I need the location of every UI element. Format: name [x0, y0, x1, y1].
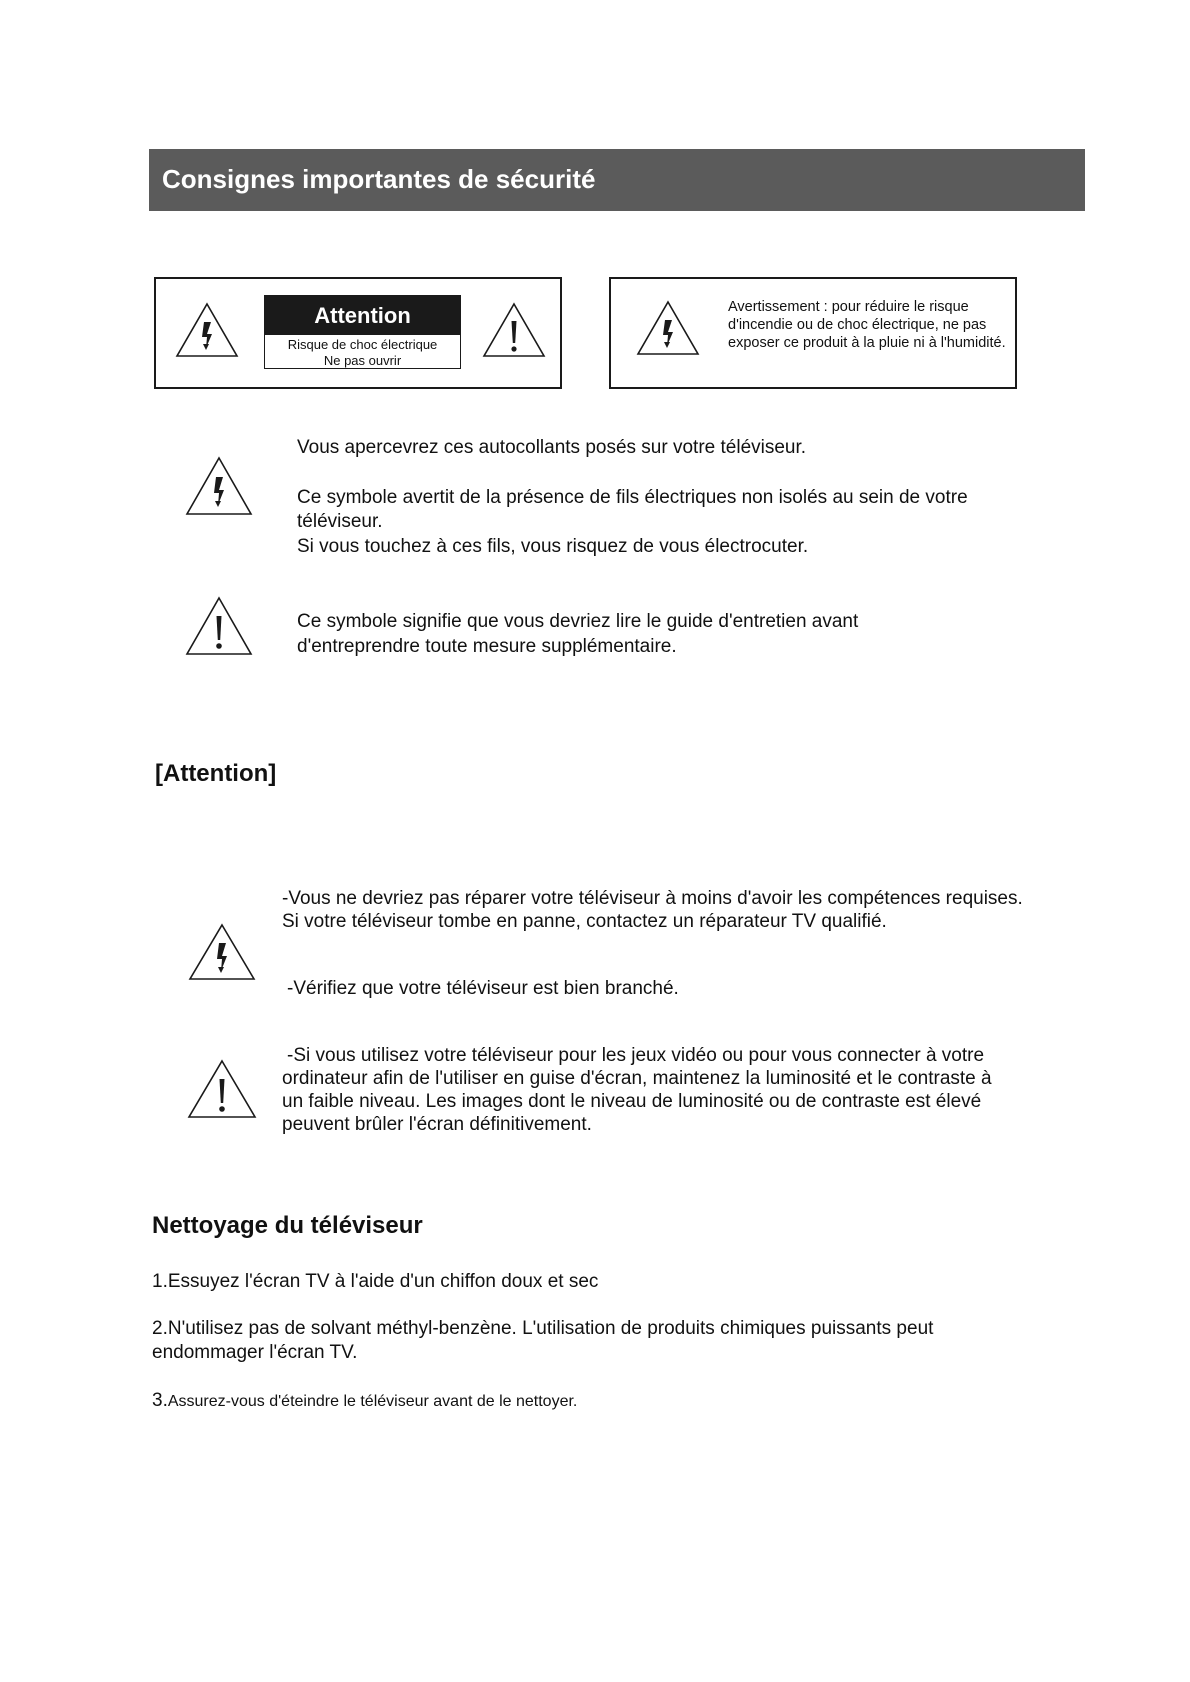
attention-label-line2: Ne pas ouvrir — [323, 353, 402, 368]
cleaning-step1: 1.Essuyez l'écran TV à l'aide d'un chiffon doux et sec — [152, 1271, 599, 1292]
attention-item3-line1: -Si vous utilisez votre téléviseur pour les jeux vidéo ou pour vous connecter à votre — [287, 1045, 985, 1066]
cleaning-heading: Nettoyage du téléviseur — [152, 1212, 423, 1239]
lightning-warning-icon — [174, 301, 240, 359]
exclamation-warning-icon — [481, 301, 547, 359]
page-title: Consignes importantes de sécurité — [162, 164, 596, 194]
exclamation-description-line2: d'entreprendre toute mesure supplémentaire. — [297, 636, 677, 657]
attention-item1-line2: Si votre téléviseur tombe en panne, contactez un réparateur TV qualifié. — [282, 911, 887, 932]
exclamation-warning-icon — [186, 1058, 258, 1120]
title-bar — [149, 149, 1085, 211]
attention-label-title: Attention — [265, 296, 460, 335]
lightning-warning-icon — [184, 455, 254, 517]
attention-label — [264, 295, 461, 369]
cleaning-step2-line1: 2.N'utilisez pas de solvant méthyl-benzène. L'utilisation de produits chimiques puissants peut — [152, 1318, 934, 1339]
exclamation-warning-icon — [184, 595, 254, 657]
attention-label-line1: Risque de choc électrique — [287, 337, 438, 352]
cleaning-step2-line2: endommager l'écran TV. — [152, 1342, 358, 1363]
attention-item3-line2: ordinateur afin de l'utiliser en guise d'écran, maintenez la luminosité et le contraste à — [282, 1068, 992, 1089]
warning-panel — [609, 277, 1017, 389]
cleaning-step3-number: 3. — [152, 1390, 168, 1411]
lightning-warning-icon — [187, 922, 257, 982]
lightning-warning-icon — [635, 299, 701, 357]
cleaning-step3-text: Assurez-vous d'éteindre le téléviseur avant de le nettoyer. — [167, 1393, 578, 1410]
attention-heading: [Attention] — [155, 760, 277, 787]
attention-item1-line1: -Vous ne devriez pas réparer votre téléviseur à moins d'avoir les compétences requises. — [282, 888, 1023, 909]
attention-item2: -Vérifiez que votre téléviseur est bien branché. — [287, 978, 679, 999]
lightning-description-line3: Si vous touchez à ces fils, vous risquez de vous électrocuter. — [297, 536, 809, 557]
attention-label-panel — [154, 277, 562, 389]
warning-text: Avertissement : pour réduire le risque d'incendie ou de choc électrique, ne pas exposer ce produit à la pluie ni à l'humidité. — [728, 299, 1006, 351]
cleaning-step3 — [152, 1389, 577, 1414]
lightning-description-line1: Ce symbole avertit de la présence de fils électriques non isolés au sein de votre — [297, 487, 968, 508]
exclamation-description-line1: Ce symbole signifie que vous devriez lire le guide d'entretien avant — [297, 611, 859, 632]
symbols-intro: Vous apercevrez ces autocollants posés sur votre téléviseur. — [297, 437, 807, 458]
lightning-description-line2: téléviseur. — [297, 511, 383, 532]
attention-item3-line3: un faible niveau. Les images dont le niveau de luminosité ou de contraste est élevé — [282, 1091, 982, 1112]
attention-item3-line4: peuvent brûler l'écran définitivement. — [282, 1114, 592, 1135]
